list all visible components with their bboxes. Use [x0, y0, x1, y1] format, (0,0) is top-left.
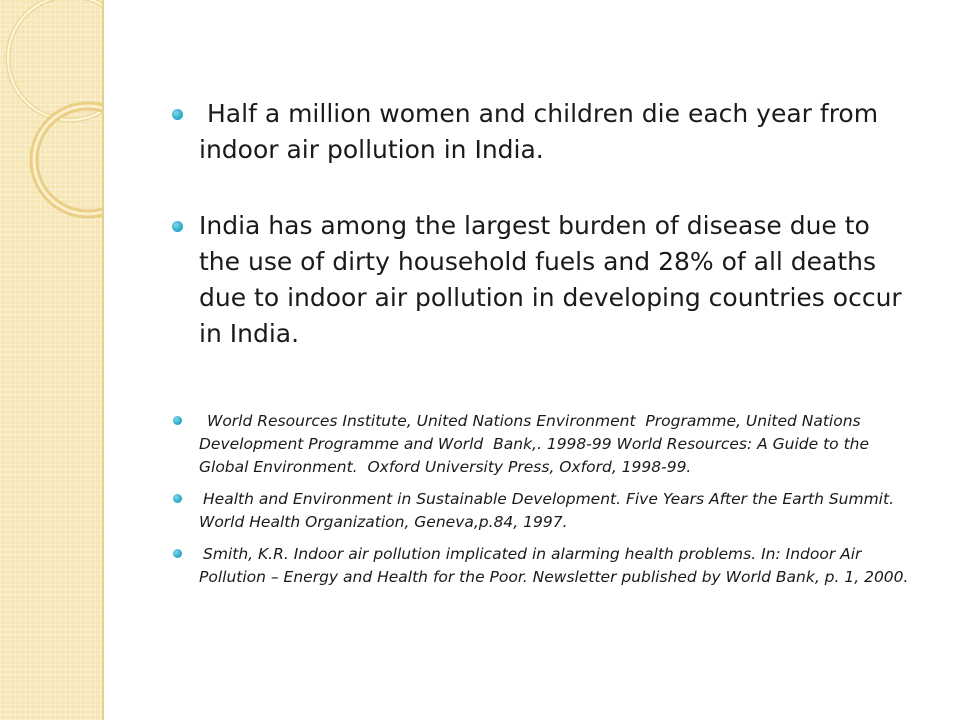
decorative-side-strip	[0, 0, 104, 720]
bullet-dot-icon	[173, 494, 182, 503]
bullet-dot-icon	[173, 416, 182, 425]
slide-bullet-list	[170, 96, 910, 589]
bullet-dot-icon	[173, 549, 182, 558]
reference-item	[170, 410, 910, 479]
reference-item	[170, 543, 910, 589]
bullet-dot-icon	[172, 221, 183, 232]
bullet-text: Half a million women and children die each year from indoor air pollution in India.	[199, 99, 879, 164]
bullet-dot-icon	[172, 109, 183, 120]
reference-item	[170, 488, 910, 534]
decorative-rings	[0, 0, 104, 320]
bullet-item	[170, 96, 910, 168]
reference-text: World Resources Institute, United Nations Environment Programme, United Nations Development Programme and World Bank,. 1998-99 World Resources: A Guide to the Global Environment. Oxford University Press, Oxford, 1998-99.	[199, 412, 874, 476]
reference-text: Health and Environment in Sustainable Development. Five Years After the Earth Summit. World Health Organization, Geneva,p.84, 1997.	[199, 490, 894, 531]
bullet-item	[170, 208, 910, 352]
reference-text: Smith, K.R. Indoor air pollution implicated in alarming health problems. In: Indoor Air Pollution – Energy and Health for the Poor. Newsletter published by World Bank, p. 1, 2000.	[199, 545, 909, 586]
bullet-text: India has among the largest burden of disease due to the use of dirty household fuels and 28% of all deaths due to indoor air pollution in developing countries occur in India.	[199, 211, 902, 348]
